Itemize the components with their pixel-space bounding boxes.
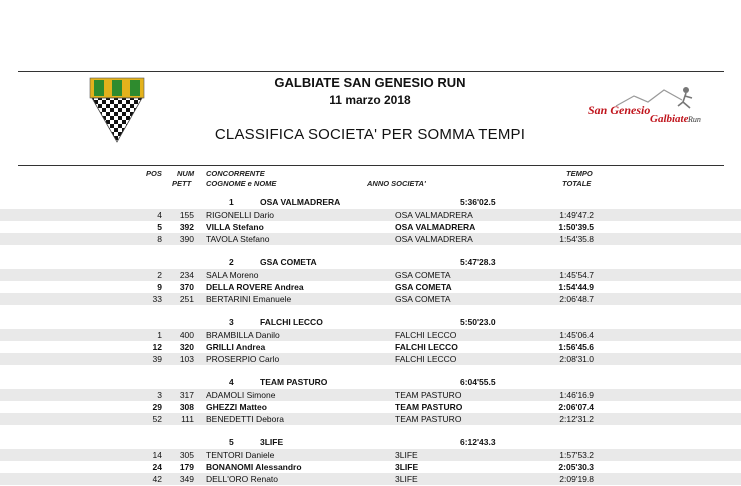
cell-time: 1:57'53.2: [559, 450, 594, 460]
cell-bib: 179: [179, 462, 194, 472]
cell-time: 2:08'31.0: [559, 354, 594, 364]
cell-society: TEAM PASTURO: [395, 402, 463, 412]
cell-name: BRAMBILLA Danilo: [206, 330, 280, 340]
cell-pos: 52: [152, 414, 162, 424]
cell-pos: 4: [157, 210, 162, 220]
cell-society: OSA VALMADRERA: [395, 234, 473, 244]
cell-society: TEAM PASTURO: [395, 390, 462, 400]
cell-society: FALCHI LECCO: [395, 342, 458, 352]
cell-name: TENTORI Daniele: [206, 450, 275, 460]
svg-text:Galbiate: Galbiate: [650, 113, 689, 125]
cell-society: FALCHI LECCO: [395, 330, 457, 340]
team-header: [0, 257, 741, 269]
col-pos: POS: [146, 169, 162, 178]
col-anno-societa: ANNO SOCIETA': [367, 179, 426, 188]
cell-bib: 305: [179, 450, 194, 460]
cell-name: VILLA Stefano: [206, 222, 264, 232]
cell-pos: 3: [157, 390, 162, 400]
cell-time: 1:49'47.2: [559, 210, 594, 220]
team-rank: 2: [229, 257, 234, 267]
team-name: TEAM PASTURO: [260, 377, 328, 387]
team-name: OSA VALMADRERA: [260, 197, 341, 207]
cell-society: OSA VALMADRERA: [395, 210, 473, 220]
cell-time: 1:45'06.4: [559, 330, 594, 340]
table-row: [0, 209, 741, 221]
cell-name: ADAMOLI Simone: [206, 390, 276, 400]
table-row: [0, 233, 741, 245]
table-row: [0, 473, 741, 485]
cell-time: 1:54'35.8: [559, 234, 594, 244]
table-row: [0, 401, 741, 413]
team-name: 3LIFE: [260, 437, 284, 447]
cell-society: GSA COMETA: [395, 270, 451, 280]
cell-pos: 1: [157, 330, 162, 340]
team-header: [0, 317, 741, 329]
cell-bib: 320: [179, 342, 194, 352]
col-pett: PETT: [172, 179, 192, 188]
team-header: [0, 437, 741, 449]
cell-time: 1:54'44.9: [558, 282, 594, 292]
cell-name: DELLA ROVERE Andrea: [206, 282, 304, 292]
team-name: GSA COMETA: [260, 257, 317, 267]
col-tempo: TEMPO: [566, 169, 593, 178]
results-table: [0, 197, 741, 485]
cell-bib: 400: [179, 330, 194, 340]
cell-society: OSA VALMADRERA: [395, 222, 476, 232]
table-row: [0, 461, 741, 473]
cell-pos: 24: [152, 462, 162, 472]
cell-time: 2:06'48.7: [559, 294, 594, 304]
col-num: NUM: [177, 169, 195, 178]
cell-time: 1:50'39.5: [558, 222, 594, 232]
cell-society: TEAM PASTURO: [395, 414, 462, 424]
table-row: [0, 281, 741, 293]
cell-name: GHEZZI Matteo: [206, 402, 267, 412]
cell-society: FALCHI LECCO: [395, 354, 457, 364]
table-row: [0, 389, 741, 401]
cell-name: PROSERPIO Carlo: [206, 354, 280, 364]
event-title: GALBIATE SAN GENESIO RUN: [274, 75, 466, 90]
cell-bib: 103: [179, 354, 194, 364]
team-name: FALCHI LECCO: [260, 317, 323, 327]
team-rank: 4: [229, 377, 234, 387]
team-separator: [0, 245, 741, 257]
team-total-time: 5:36'02.5: [460, 197, 496, 207]
cell-pos: 8: [157, 234, 162, 244]
cell-time: 1:45'54.7: [559, 270, 594, 280]
cell-time: 1:46'16.9: [559, 390, 594, 400]
table-row: [0, 413, 741, 425]
classification-title: CLASSIFICA SOCIETA' PER SOMMA TEMPI: [214, 126, 526, 143]
team-total-time: 6:12'43.3: [460, 437, 496, 447]
cell-bib: 317: [179, 390, 194, 400]
cell-pos: 12: [152, 342, 162, 352]
cell-pos: 33: [152, 294, 162, 304]
svg-text:Run: Run: [688, 115, 701, 124]
cell-time: 2:05'30.3: [558, 462, 594, 472]
cell-pos: 2: [157, 270, 162, 280]
cell-time: 2:06'07.4: [558, 402, 594, 412]
header-rule: [18, 165, 724, 166]
col-cognome-nome: COGNOME e NOME: [206, 179, 277, 188]
cell-name: DELL'ORO Renato: [206, 474, 279, 484]
cell-name: SALA Moreno: [206, 270, 259, 280]
team-total-time: 5:50'23.0: [460, 317, 496, 327]
table-row: [0, 449, 741, 461]
team-total-time: 5:47'28.3: [460, 257, 496, 267]
cell-bib: 308: [179, 402, 194, 412]
table-row: [0, 353, 741, 365]
cell-bib: 155: [179, 210, 194, 220]
cell-society: GSA COMETA: [395, 294, 451, 304]
team-separator: [0, 305, 741, 317]
cell-pos: 39: [152, 354, 162, 364]
cell-name: BENEDETTI Debora: [206, 414, 284, 424]
team-header: [0, 377, 741, 389]
team-rank: 5: [229, 437, 234, 447]
event-date: 11 marzo 2018: [329, 93, 411, 107]
cell-bib: 234: [179, 270, 194, 280]
cell-society: 3LIFE: [395, 450, 418, 460]
svg-text:San Genesio: San Genesio: [588, 103, 651, 117]
cell-bib: 390: [179, 234, 194, 244]
cell-time: 2:09'19.8: [559, 474, 594, 484]
club-logo-icon: [86, 76, 148, 144]
cell-name: BERTARINI Emanuele: [206, 294, 292, 304]
cell-bib: 251: [179, 294, 194, 304]
cell-pos: 5: [157, 222, 162, 232]
table-row: [0, 269, 741, 281]
cell-time: 2:12'31.2: [559, 414, 594, 424]
team-separator: [0, 365, 741, 377]
team-separator: [0, 425, 741, 437]
cell-society: 3LIFE: [395, 462, 419, 472]
cell-pos: 42: [152, 474, 162, 484]
cell-bib: 370: [179, 282, 194, 292]
cell-society: GSA COMETA: [395, 282, 452, 292]
cell-time: 1:56'45.6: [558, 342, 594, 352]
brand-logo-icon: [586, 84, 706, 126]
team-rank: 3: [229, 317, 234, 327]
cell-name: BONANOMI Alessandro: [206, 462, 302, 472]
table-row: [0, 341, 741, 353]
cell-bib: 349: [179, 474, 194, 484]
cell-name: TAVOLA Stefano: [206, 234, 270, 244]
cell-pos: 9: [157, 282, 162, 292]
cell-pos: 14: [152, 450, 162, 460]
team-total-time: 6:04'55.5: [460, 377, 496, 387]
col-concorrente: CONCORRENTE: [206, 169, 265, 178]
table-row: [0, 293, 741, 305]
table-row: [0, 329, 741, 341]
cell-name: GRILLI Andrea: [206, 342, 266, 352]
top-rule: [18, 71, 724, 72]
table-row: [0, 221, 741, 233]
cell-bib: 111: [181, 414, 194, 424]
cell-pos: 29: [152, 402, 162, 412]
team-header: [0, 197, 741, 209]
cell-society: 3LIFE: [395, 474, 418, 484]
cell-bib: 392: [179, 222, 194, 232]
col-totale: TOTALE: [562, 179, 592, 188]
cell-name: RIGONELLI Dario: [206, 210, 275, 220]
team-rank: 1: [229, 197, 234, 207]
